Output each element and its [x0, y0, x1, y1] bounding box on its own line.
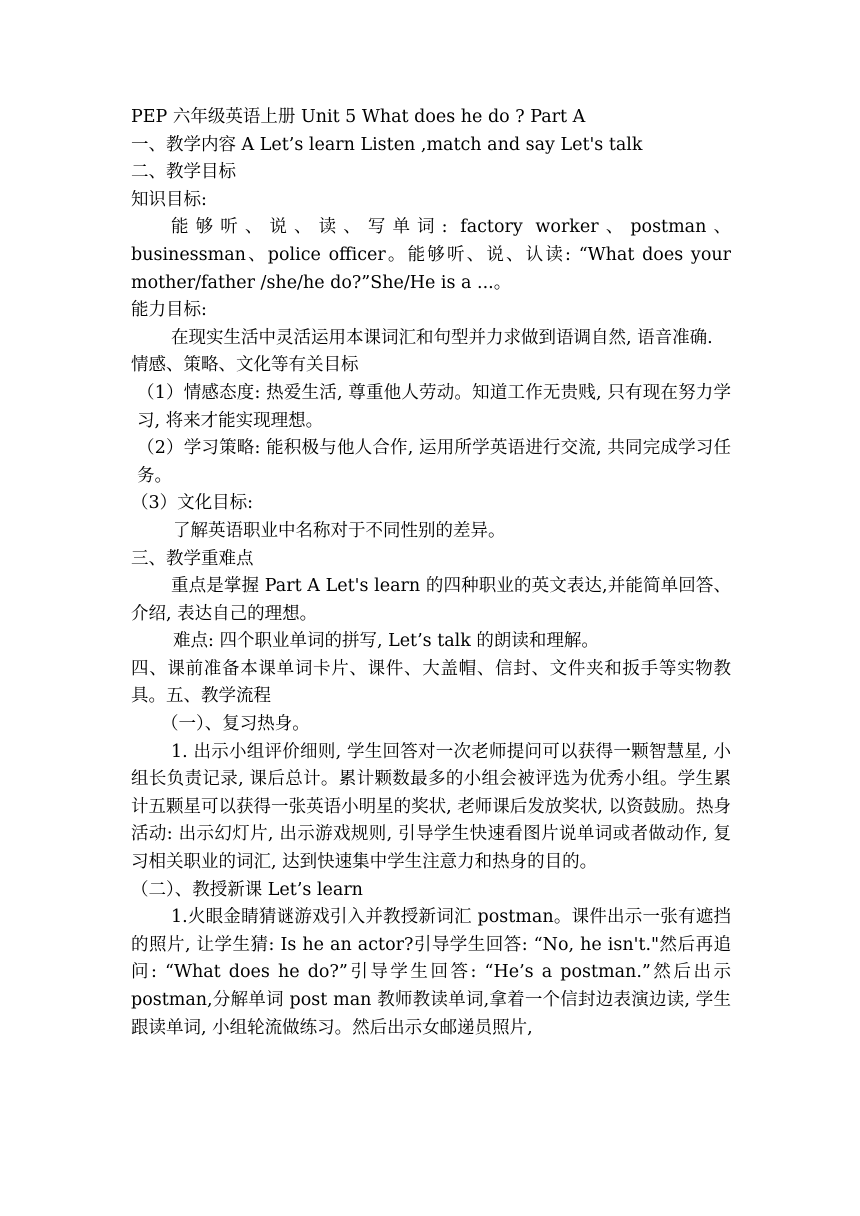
paragraph-difficult-points: 难点: 四个职业单词的拼写, Let’s talk 的朗读和理解。	[173, 631, 599, 652]
section-teaching-content: 一、教学内容 A Let’s learn Listen ,match and say Let's talk	[131, 134, 643, 155]
heading-culture-goals: （3）文化目标:	[131, 493, 254, 514]
heading-ability-goals: 能力目标:	[131, 300, 207, 321]
section-key-difficult-points: 三、教学重难点	[131, 548, 254, 569]
paragraph-new-lesson: 1.火眼金睛猜谜游戏引入并教授新词汇 postman。课件出示一张有遮挡的照片, 让学生猜: Is he an actor?引导学生回答: “No, he isn't."然后再追问: “What does he do?”引导学生回答: “He’s a postman.”然后出示 postman,分解单词 post man 教师教读单词,拿着一个信封边表演边读, 学生跟读单词, 小组轮流做练习。然后出示女邮递员照片,	[131, 907, 731, 1038]
paragraph-key-points: 重点是掌握 Part A Let's learn 的四种职业的英文表达,并能简单回答、介绍, 表达自己的理想。	[131, 576, 731, 624]
paragraph-review-warmup: 1. 出示小组评价细则, 学生回答对一次老师提问可以获得一颗智慧星, 小组长负责记录, 课后总计。累计颗数最多的小组会被评选为优秀小组。学生累计五颗星可以获得一张英语小明星的奖状, 老师课后发放奖状, 以资鼓励。热身活动: 出示幻灯片, 出示游戏规则, 引导学生快速看图片说单词或者做动作, 复习相关职业的词汇, 达到快速集中学生注意力和热身的目的。	[131, 741, 731, 873]
paragraph-culture-goals: 了解英语职业中名称对于不同性别的差异。	[173, 520, 506, 541]
heading-new-lesson: （二）、教授新课 Let’s learn	[131, 879, 363, 900]
heading-review-warmup: （一）、复习热身。	[161, 714, 310, 735]
paragraph-learning-strategy: （2）学习策略: 能积极与他人合作, 运用所学英语进行交流, 共同完成学习任务。	[137, 438, 731, 486]
doc-title: PEP 六年级英语上册 Unit 5 What does he do ? Part A	[131, 107, 586, 127]
paragraph-ability-goals: 在现实生活中灵活运用本课词汇和句型并力求做到语调自然, 语音准确.	[171, 327, 713, 348]
paragraph-knowledge-goals: 能够听、说、读、写单词: factory worker、postman、businessman、police officer。能够听、说、认读: “What does your mother/father /she/he do?”She/He is a ...。	[131, 217, 731, 293]
heading-knowledge-goals: 知识目标:	[131, 189, 207, 210]
document-page	[131, 104, 731, 1042]
heading-emotion-strategy-culture: 情感、策略、文化等有关目标	[131, 355, 359, 376]
paragraph-emotion-attitude: （1）情感态度: 热爱生活, 尊重他人劳动。知道工作无贵贱, 只有现在努力学习, 将来才能实现理想。	[137, 382, 731, 431]
section-teaching-goals: 二、教学目标	[131, 162, 236, 183]
section-preparation-and-process: 四、课前准备本课单词卡片、课件、大盖帽、信封、文件夹和扳手等实物教具。五、教学流程	[131, 658, 731, 707]
